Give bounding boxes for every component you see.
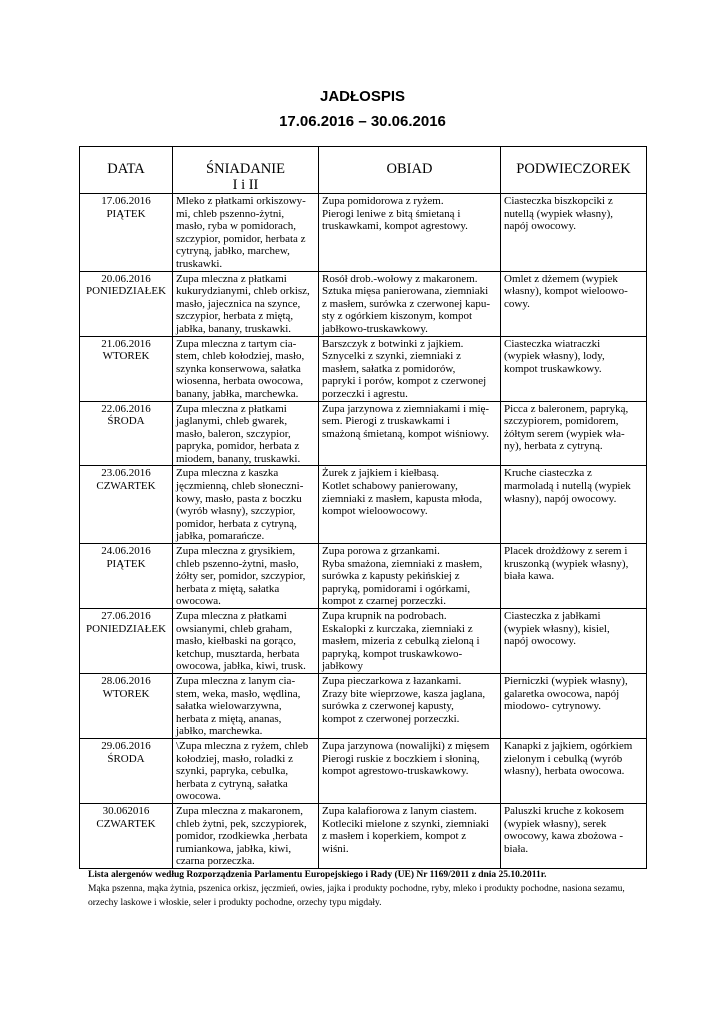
snack-line: kompot truskawkowy. <box>504 362 602 375</box>
row-date: 27.06.2016 <box>101 610 151 622</box>
row-breakfast-cell <box>173 738 319 803</box>
breakfast-line: wiosenna, herbata owocowa, <box>176 375 304 388</box>
breakfast-line: Zupa mleczna z tartym cia- <box>176 337 297 350</box>
lunch-line: Sznycelki z szynki, ziemniaki z <box>322 350 461 363</box>
breakfast-line: Mleko z płatkami orkiszowy- <box>176 195 306 207</box>
snack-line: Placek drożdżowy z serem i <box>504 545 628 558</box>
snack-line: zielonym i cebulką (wyrób <box>504 752 623 765</box>
breakfast-line: szczypior, herbata z miętą, <box>176 310 294 323</box>
lunch-line: Zupa pomidorowa z ryżem. <box>322 195 444 207</box>
snack-line: cowy. <box>504 297 530 310</box>
lunch-line: Pierogi leniwe z bitą śmietaną i <box>322 207 461 220</box>
breakfast-line: ketchup, musztarda, herbata <box>176 647 300 660</box>
row-day: WTOREK <box>102 350 150 363</box>
breakfast-line: Zupa mleczna z makaronem, <box>176 804 304 817</box>
snack-line: biała. <box>504 842 529 855</box>
row-lunch-cell <box>319 673 501 738</box>
snack-line: owocowy, kawa zbożowa - <box>504 830 624 843</box>
allergen-notes <box>88 868 688 910</box>
row-date: 24.06.2016 <box>101 545 151 558</box>
row-day: CZWARTEK <box>96 480 156 493</box>
breakfast-line: czarna porzeczka. <box>176 855 255 868</box>
lunch-line: Zupa krupnik na podrobach. <box>322 610 447 622</box>
row-lunch-cell <box>319 194 501 272</box>
row-lunch-cell <box>319 401 501 466</box>
breakfast-line: owocowa. <box>176 595 221 608</box>
row-breakfast-cell <box>173 194 319 272</box>
breakfast-line: szczypior, pomidor, herbata z <box>176 232 306 245</box>
table-row <box>80 803 647 868</box>
snack-line: miodowo- cytrynowy. <box>504 700 602 713</box>
breakfast-line: kukurydzianymi, chleb orkisz, <box>176 285 310 298</box>
breakfast-line: (wyrób własny), szczypior, <box>176 505 296 518</box>
table-row <box>80 336 647 401</box>
lunch-line: Zupa jarzynowa z ziemniakami i mię- <box>322 402 490 415</box>
row-breakfast-cell <box>173 609 319 674</box>
breakfast-line: szynka konserwowa, sałatka <box>176 362 301 375</box>
table-row <box>80 271 647 336</box>
lunch-line: truskawkami, kompot agrestowy. <box>322 220 468 233</box>
row-date-cell <box>80 401 173 466</box>
lunch-line: wiśni. <box>322 842 349 855</box>
breakfast-line: owocowa, jabłka, kiwi, trusk. <box>176 660 306 673</box>
document-period: 17.06.2016 – 30.06.2016 <box>279 113 446 130</box>
row-breakfast-cell <box>173 336 319 401</box>
menu-table <box>79 146 647 869</box>
lunch-line: Kotleciki mielone z szynki, ziemniaki <box>322 817 490 830</box>
header-breakfast-line1: ŚNIADANIE <box>206 161 285 177</box>
header-date: DATA <box>80 147 173 194</box>
row-date-cell <box>80 194 173 272</box>
lunch-line: kompot z czarnej porzeczki. <box>322 595 446 608</box>
snack-line: własny), napój owocowy. <box>504 492 617 505</box>
snack-line: Paluszki kruche z kokosem <box>504 804 625 817</box>
row-date: 20.06.2016 <box>101 272 151 285</box>
header-snack: PODWIECZOREK <box>501 147 647 194</box>
lunch-line: jabłkowo-truskawkowy. <box>322 322 428 335</box>
breakfast-line: jaglanymi, chleb gwarek, <box>176 415 288 428</box>
breakfast-line: kowy, masło, pasta z boczku <box>176 492 302 505</box>
breakfast-line: herbata z miętą, sałatka <box>176 582 280 595</box>
row-lunch-cell <box>319 803 501 868</box>
lunch-line: papryki i porów, kompot z czerwonej <box>322 375 487 388</box>
breakfast-line: jabłko, marchewka. <box>176 725 263 738</box>
row-date: 30.062016 <box>102 804 150 817</box>
lunch-line: Ryba smażona, ziemniaki z masłem, <box>322 557 483 570</box>
row-snack-cell <box>501 609 647 674</box>
table-row <box>80 673 647 738</box>
snack-line: Ciasteczka wiatraczki <box>504 337 601 350</box>
breakfast-line: pomidor, herbata z cytryną, <box>176 517 297 530</box>
lunch-line: Rosół drob.-wołowy z makaronem. <box>322 272 478 285</box>
table-row <box>80 544 647 609</box>
lunch-line: masłem, sałatka z pomidorów, <box>322 362 456 375</box>
snack-line: galaretka owocowa, napój <box>504 687 620 700</box>
lunch-line: kompot wieloowocowy. <box>322 505 428 518</box>
lunch-line: Eskalopki z kurczaka, ziemniaki z <box>322 622 473 635</box>
row-snack-cell <box>501 803 647 868</box>
breakfast-line: owocowa. <box>176 790 221 803</box>
lunch-line: Żurek z jajkiem i kiełbasą. <box>322 467 439 480</box>
row-day: PONIEDZIAŁEK <box>85 622 167 635</box>
breakfast-line: masło, ryba w pomidorach, <box>176 220 297 233</box>
breakfast-line: mi, chleb pszenno-żytni, <box>176 207 285 220</box>
row-date: 17.06.2016 <box>101 195 151 207</box>
row-snack-cell <box>501 401 647 466</box>
menu-body <box>80 194 647 869</box>
row-date-cell <box>80 673 173 738</box>
row-day: PIĄTEK <box>106 207 146 220</box>
header-breakfast-line2: I i II <box>232 177 259 193</box>
row-lunch-cell <box>319 738 501 803</box>
document-title: JADŁOSPIS <box>319 88 406 105</box>
snack-line: Kruche ciasteczka z <box>504 467 592 480</box>
row-date-cell <box>80 466 173 544</box>
snack-line: marmoladą i nutellą (wypiek <box>504 480 631 493</box>
lunch-line: smażoną śmietaną, kompot wiśniowy. <box>322 427 490 440</box>
row-lunch-cell <box>319 466 501 544</box>
row-date-cell <box>80 336 173 401</box>
breakfast-line: Zupa mleczna z lanym cia- <box>176 674 296 687</box>
breakfast-line: Zupa mleczna z płatkami <box>176 402 287 415</box>
allergen-line-2: orzechy laskowe i włoskie, seler i produkty pochodne, orzechy typu migdały. <box>88 898 382 908</box>
row-breakfast-cell <box>173 803 319 868</box>
breakfast-line: chleb pszenno-żytni, masło, <box>176 557 299 570</box>
row-date-cell <box>80 803 173 868</box>
header-row <box>80 147 647 194</box>
breakfast-line: miodem, banany, truskawki. <box>176 452 301 465</box>
table-row <box>80 401 647 466</box>
lunch-line: ziemniaki z masłem, kapusta młoda, <box>322 492 483 505</box>
breakfast-line: kołodziej, masło, roladki z <box>176 752 293 765</box>
row-date: 28.06.2016 <box>101 674 151 687</box>
breakfast-line: stem, weka, masło, wędlina, <box>176 687 301 700</box>
breakfast-line: Zupa mleczna z płatkami <box>176 610 287 622</box>
lunch-line: Zupa pieczarkowa z łazankami. <box>322 674 462 687</box>
breakfast-line: pomidor, rzodkiewka ,herbata <box>176 830 308 843</box>
lunch-line: papryką, pomidorami i ogórkami, <box>322 582 471 595</box>
breakfast-line: Zupa mleczna z grysikiem, <box>176 545 296 558</box>
lunch-line: Zupa kalafiorowa z lanym ciastem. <box>322 804 477 817</box>
lunch-line: porzeczki i agrestu. <box>322 387 408 400</box>
row-day: ŚRODA <box>107 752 145 765</box>
lunch-line: sty z ogórkiem kiszonym, kompot <box>322 310 473 323</box>
table-row <box>80 738 647 803</box>
row-breakfast-cell <box>173 466 319 544</box>
breakfast-line: Zupa mleczna z płatkami <box>176 272 287 285</box>
lunch-line: Barszczyk z botwinki z jajkiem. <box>322 337 464 350</box>
snack-line: Picca z baleronem, papryką, <box>504 402 629 415</box>
snack-line: szczypiorem, pomidorem, <box>504 415 619 428</box>
row-snack-cell <box>501 194 647 272</box>
lunch-line: Sztuka mięsa panierowana, ziemniaki <box>322 285 489 298</box>
row-date: 21.06.2016 <box>101 337 151 350</box>
breakfast-line: szynki, papryka, cebulka, <box>176 765 289 778</box>
row-date-cell <box>80 609 173 674</box>
breakfast-line: jabłka, banany, truskawki. <box>176 322 292 335</box>
row-snack-cell <box>501 673 647 738</box>
lunch-line: z masłem, surówka z czerwonej kapu- <box>322 297 490 310</box>
table-row <box>80 194 647 272</box>
breakfast-line: jęczmienną, chleb słoneczni- <box>176 480 304 493</box>
snack-line: kruszonką (wypiek własny), <box>504 557 629 570</box>
snack-line: nutellą (wypiek własny), <box>504 207 614 220</box>
breakfast-line: masło, baleron, szczypior, <box>176 427 291 440</box>
breakfast-line: Zupa mleczna z kaszka <box>176 467 279 480</box>
snack-line: napój owocowy. <box>504 220 576 233</box>
lunch-line: surówka z kapusty pekińskiej z <box>322 570 460 583</box>
lunch-line: Zupa jarzynowa (nowalijki) z mięsem <box>322 739 490 752</box>
row-breakfast-cell <box>173 271 319 336</box>
row-date: 22.06.2016 <box>101 402 151 415</box>
lunch-line: Zrazy bite wieprzowe, kasza jaglana, <box>322 687 486 700</box>
table-row <box>80 609 647 674</box>
lunch-line: jabłkowy <box>322 660 363 673</box>
row-date-cell <box>80 544 173 609</box>
lunch-line: masłem, mizeria z cebulką zieloną i <box>322 635 480 648</box>
snack-line: Ciasteczka z jabłkami <box>504 610 601 622</box>
row-snack-cell <box>501 336 647 401</box>
row-snack-cell <box>501 544 647 609</box>
row-date: 29.06.2016 <box>101 739 151 752</box>
lunch-line: Zupa porowa z grzankami. <box>322 545 440 558</box>
breakfast-line: herbata z miętą, ananas, <box>176 712 282 725</box>
breakfast-line: masło, jajecznica na szynce, <box>176 297 301 310</box>
row-lunch-cell <box>319 336 501 401</box>
breakfast-line: herbata z cytryną, sałatka <box>176 777 288 790</box>
snack-line: Kanapki z jajkiem, ogórkiem <box>504 739 633 752</box>
header-breakfast <box>173 147 319 194</box>
snack-line: Pierniczki (wypiek własny), <box>504 674 628 687</box>
row-date-cell <box>80 271 173 336</box>
breakfast-line: masło, kiełbaski na gorąco, <box>176 635 297 648</box>
breakfast-line: stem, chleb kołodziej, masło, <box>176 350 305 363</box>
breakfast-line: żółty ser, pomidor, szczypior, <box>176 570 306 583</box>
lunch-line: sem. Pierogi z truskawkami i <box>322 415 451 428</box>
allergen-line-1: Mąka pszenna, mąka żytnia, pszenica orkisz, jęczmień, owies, jajka i produkty pochodne, ryby, mleko i produkty pochodne, nasiona sezamu, <box>88 884 625 894</box>
row-lunch-cell <box>319 544 501 609</box>
lunch-line: z masłem i koperkiem, kompot z <box>322 830 467 843</box>
lunch-line: papryką, kompot truskawkowo- <box>322 647 463 660</box>
row-breakfast-cell <box>173 673 319 738</box>
snack-line: ny), herbata z cytryną. <box>504 440 603 453</box>
breakfast-line: owsianymi, chleb graham, <box>176 622 293 635</box>
breakfast-line: papryka, pomidor, herbata z <box>176 440 300 453</box>
snack-line: własny), kompot wieloowo- <box>504 285 628 298</box>
row-breakfast-cell <box>173 401 319 466</box>
snack-line: biała kawa. <box>504 570 555 583</box>
snack-line: własny), herbata owocowa. <box>504 765 625 778</box>
table-row <box>80 466 647 544</box>
row-day: PONIEDZIAŁEK <box>85 285 167 298</box>
breakfast-line: cytryną, jabłko, marchew, <box>176 245 290 258</box>
row-breakfast-cell <box>173 544 319 609</box>
snack-line: Ciasteczka biszkopciki z <box>504 195 613 207</box>
row-day: CZWARTEK <box>96 817 156 830</box>
lunch-line: kompot agrestowo-truskawkowy. <box>322 765 469 778</box>
breakfast-line: sałatka wielowarzywna, <box>176 700 282 713</box>
row-snack-cell <box>501 271 647 336</box>
lunch-line: Pierogi ruskie z boczkiem i słoniną, <box>322 752 480 765</box>
snack-line: (wypiek własny), serek <box>504 817 607 830</box>
snack-line: (wypiek własny), kisiel, <box>504 622 610 635</box>
breakfast-line: truskawki. <box>176 257 223 270</box>
row-day: PIĄTEK <box>106 557 146 570</box>
row-snack-cell <box>501 466 647 544</box>
breakfast-line: rumiankowa, jabłka, kiwi, <box>176 842 292 855</box>
snack-line: (wypiek własny), lody, <box>504 350 605 363</box>
row-snack-cell <box>501 738 647 803</box>
lunch-line: Kotlet schabowy panierowany, <box>322 480 458 493</box>
row-day: WTOREK <box>102 687 150 700</box>
breakfast-line: banany, jabłka, marchewka. <box>176 387 299 400</box>
snack-line: Omlet z dżemem (wypiek <box>504 272 618 285</box>
row-date-cell <box>80 738 173 803</box>
allergen-heading: Lista alergenów według Rozporządzenia Parlamentu Europejskiego i Rady (UE) Nr 1169/2011 z dnia 25.10.2011r. <box>88 870 547 880</box>
snack-line: żółtym serem (wypiek wła- <box>504 427 625 440</box>
lunch-line: surówka z czerwonej kapusty, <box>322 700 454 713</box>
breakfast-line: jabłka, pomarańcze. <box>176 530 265 543</box>
row-day: ŚRODA <box>107 415 145 428</box>
header-lunch: OBIAD <box>319 147 501 194</box>
row-lunch-cell <box>319 271 501 336</box>
breakfast-line: chleb żytni, pek, szczypiorek, <box>176 817 307 830</box>
row-lunch-cell <box>319 609 501 674</box>
snack-line: napój owocowy. <box>504 635 576 648</box>
breakfast-line: \Zupa mleczna z ryżem, chleb <box>176 739 309 752</box>
lunch-line: kompot z czerwonej porzeczki. <box>322 712 460 725</box>
row-date: 23.06.2016 <box>101 467 151 480</box>
